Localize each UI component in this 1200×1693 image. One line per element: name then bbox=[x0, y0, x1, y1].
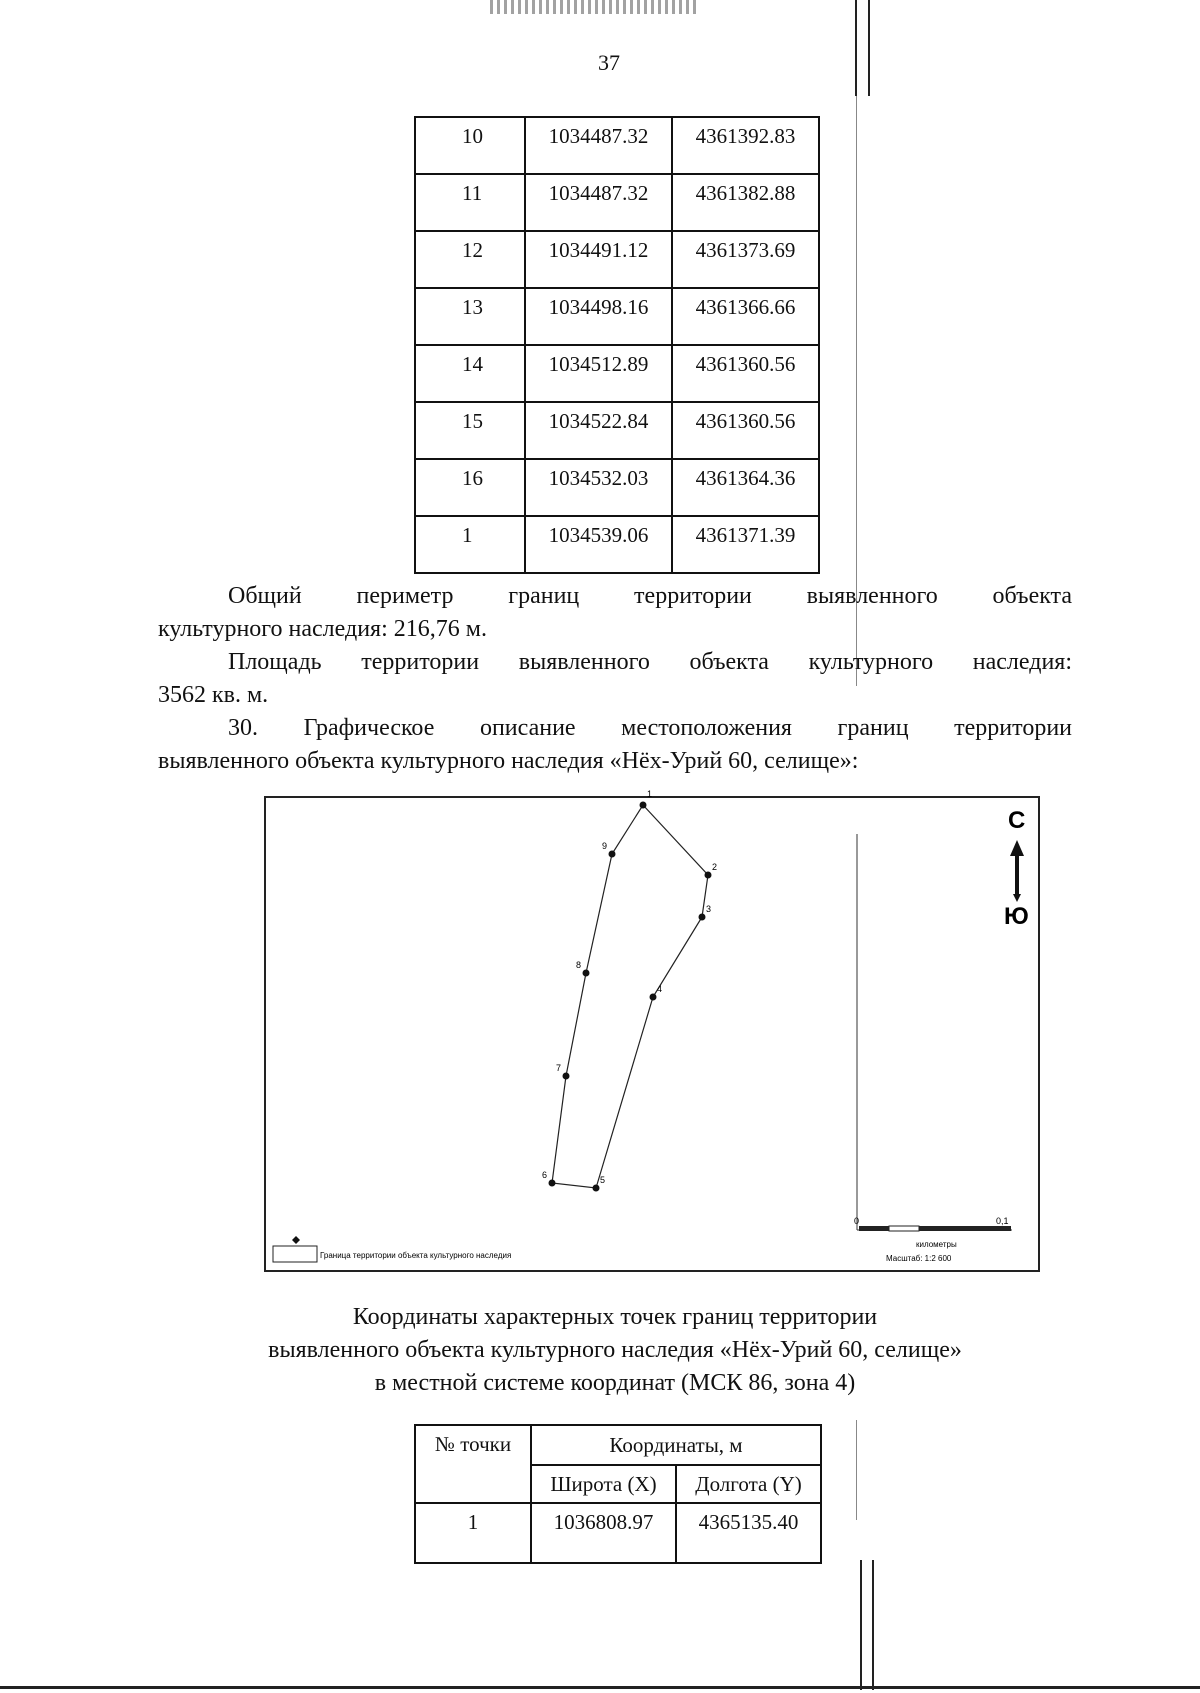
vertex-label-5: 5 bbox=[600, 1175, 606, 1185]
scan-artifact bbox=[490, 0, 700, 14]
cell-point-number: 15 bbox=[415, 402, 525, 459]
vertex-label-3: 3 bbox=[706, 904, 712, 914]
table-caption-line1: Координаты характерных точек границ территории bbox=[352, 1304, 878, 1330]
area-paragraph-line1: Площадь территории выявленного объекта культурного наследия: bbox=[228, 649, 1072, 675]
cell-longitude: 4365135.40 bbox=[676, 1503, 821, 1563]
cell-longitude: 4361360.56 bbox=[672, 402, 819, 459]
table-row bbox=[415, 288, 819, 345]
cell-point-number: 16 bbox=[415, 459, 525, 516]
cell-latitude: 1034487.32 bbox=[525, 117, 672, 174]
scale-end-label: 0,1 bbox=[996, 1216, 1009, 1226]
scan-border bbox=[0, 1686, 1200, 1689]
boundary-vertex-8 bbox=[583, 970, 590, 977]
table-row bbox=[415, 402, 819, 459]
cell-longitude: 4361382.88 bbox=[672, 174, 819, 231]
cell-longitude: 4361371.39 bbox=[672, 516, 819, 573]
legend-label: Граница территории объекта культурного наследия bbox=[320, 1251, 512, 1260]
table-row bbox=[415, 459, 819, 516]
cell-latitude: 1036808.97 bbox=[531, 1503, 676, 1563]
boundary-map bbox=[264, 789, 1040, 1272]
vertex-label-7: 7 bbox=[556, 1063, 562, 1073]
cell-latitude: 1034522.84 bbox=[525, 402, 672, 459]
cell-longitude: 4361366.66 bbox=[672, 288, 819, 345]
table-caption-line3: в местной системе координат (МСК 86, зона 4) bbox=[374, 1370, 856, 1396]
graphic-description-line1: 30. Графическое описание местоположения границ территории bbox=[228, 715, 1072, 741]
cell-point-number: 11 bbox=[415, 174, 525, 231]
cell-latitude: 1034532.03 bbox=[525, 459, 672, 516]
south-label: Ю bbox=[1004, 903, 1029, 930]
legend-point-icon bbox=[292, 1236, 300, 1244]
boundary-vertex-1 bbox=[640, 802, 647, 809]
header-longitude: Долгота (Y) bbox=[676, 1465, 821, 1503]
cell-point-number: 1 bbox=[415, 516, 525, 573]
boundary-vertex-5 bbox=[593, 1185, 600, 1192]
page-number: 37 bbox=[598, 50, 620, 75]
vertex-label-4: 4 bbox=[657, 984, 663, 994]
scan-line bbox=[856, 1420, 857, 1520]
graphic-description-line2: выявленного объекта культурного наследия «Нёх-Урий 60, селище»: bbox=[158, 748, 859, 774]
boundary-polygon bbox=[552, 805, 708, 1188]
table-caption-line2: выявленного объекта культурного наследия «Нёх-Урий 60, селище» bbox=[268, 1337, 962, 1363]
vertex-label-6: 6 bbox=[542, 1170, 548, 1180]
scale-bar-segment bbox=[919, 1226, 1011, 1231]
table-row bbox=[415, 516, 819, 573]
cell-longitude: 4361364.36 bbox=[672, 459, 819, 516]
cell-latitude: 1034539.06 bbox=[525, 516, 672, 573]
cell-point-number: 1 bbox=[415, 1503, 531, 1563]
cell-latitude: 1034512.89 bbox=[525, 345, 672, 402]
cell-point-number: 13 bbox=[415, 288, 525, 345]
scan-line bbox=[855, 0, 857, 96]
scale-bar-segment bbox=[859, 1226, 889, 1231]
cell-latitude: 1034498.16 bbox=[525, 288, 672, 345]
table-row bbox=[415, 345, 819, 402]
legend-boundary-swatch bbox=[273, 1246, 317, 1262]
boundary-vertex-7 bbox=[563, 1073, 570, 1080]
header-point-number: № точки bbox=[415, 1425, 531, 1503]
boundary-vertex-4 bbox=[650, 994, 657, 1001]
table-row bbox=[415, 231, 819, 288]
boundary-vertex-6 bbox=[549, 1180, 556, 1187]
cell-point-number: 14 bbox=[415, 345, 525, 402]
coordinates-table bbox=[414, 1424, 822, 1564]
cell-latitude: 1034491.12 bbox=[525, 231, 672, 288]
vertex-label-9: 9 bbox=[602, 841, 608, 851]
boundary-vertex-2 bbox=[705, 872, 712, 879]
scan-line bbox=[868, 0, 870, 96]
coordinates-table-continued bbox=[414, 116, 820, 574]
north-arrow-icon bbox=[1010, 840, 1024, 902]
table-row bbox=[415, 174, 819, 231]
table-row bbox=[415, 117, 819, 174]
scale-ratio-label: Масштаб: 1:2 600 bbox=[886, 1254, 952, 1263]
scan-line bbox=[872, 1560, 874, 1690]
map-svg bbox=[266, 789, 1038, 1270]
cell-longitude: 4361373.69 bbox=[672, 231, 819, 288]
scan-line bbox=[860, 1560, 862, 1690]
header-coordinates: Координаты, м bbox=[531, 1425, 821, 1465]
scale-bar-segment bbox=[889, 1226, 919, 1231]
north-label: С bbox=[1008, 807, 1026, 834]
vertex-label-8: 8 bbox=[576, 960, 582, 970]
cell-longitude: 4361360.56 bbox=[672, 345, 819, 402]
table-row bbox=[415, 1503, 821, 1563]
header-latitude: Широта (X) bbox=[531, 1465, 676, 1503]
cell-point-number: 10 bbox=[415, 117, 525, 174]
cell-point-number: 12 bbox=[415, 231, 525, 288]
boundary-vertex-9 bbox=[609, 851, 616, 858]
area-paragraph-line2: 3562 кв. м. bbox=[158, 682, 269, 708]
vertex-label-1: 1 bbox=[647, 789, 653, 799]
scale-units-label: километры bbox=[916, 1240, 957, 1249]
boundary-vertex-3 bbox=[699, 914, 706, 921]
cell-longitude: 4361392.83 bbox=[672, 117, 819, 174]
scale-start-label: 0 bbox=[854, 1216, 860, 1226]
vertex-label-2: 2 bbox=[712, 862, 718, 872]
perimeter-paragraph-line2: культурного наследия: 216,76 м. bbox=[158, 616, 487, 642]
cell-latitude: 1034487.32 bbox=[525, 174, 672, 231]
perimeter-paragraph-line1: Общий периметр границ территории выявленного объекта bbox=[228, 583, 1072, 609]
